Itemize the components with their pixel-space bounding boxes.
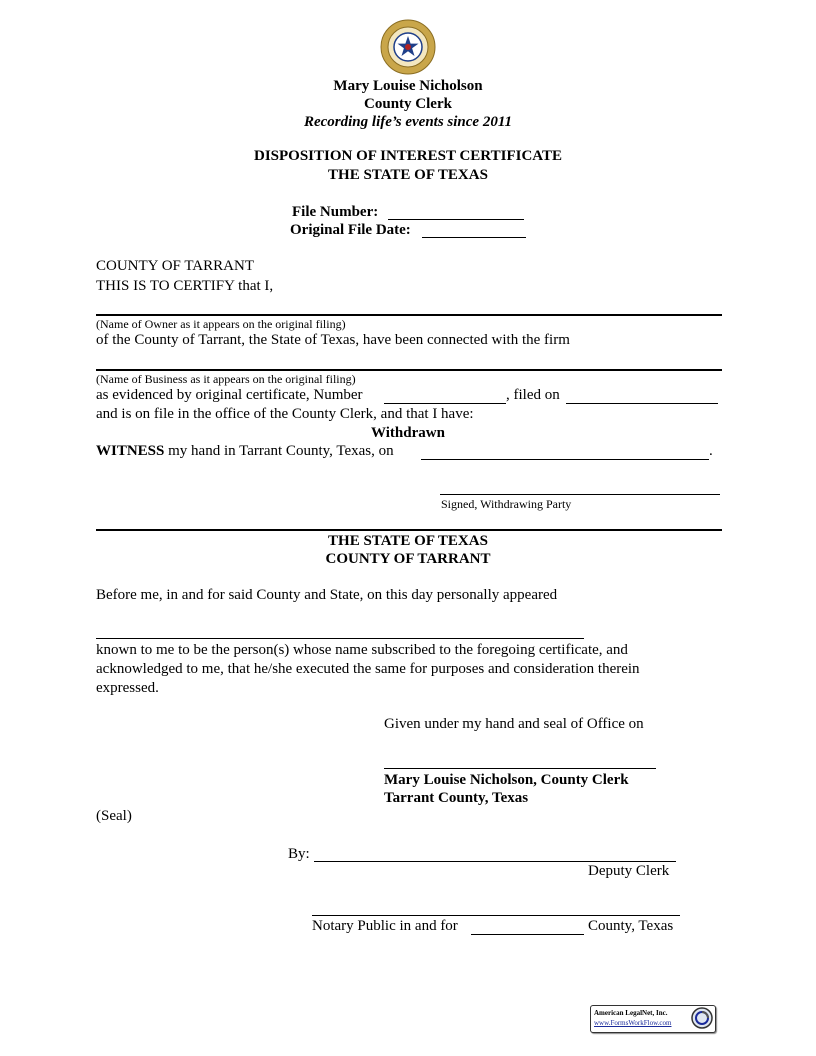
certify-line: THIS IS TO CERTIFY that I, xyxy=(96,278,274,294)
witness-text: my hand in Tarrant County, Texas, on xyxy=(168,443,394,459)
evidenced-text: as evidenced by original certificate, Number xyxy=(96,387,363,403)
section-divider xyxy=(96,529,722,531)
witness-period: . xyxy=(709,443,713,459)
clerk-signature-field[interactable] xyxy=(384,768,656,769)
clerk-title: County Clerk xyxy=(364,96,452,112)
known-text-1: known to me to be the person(s) whose name subscribed to the foregoing certificate, and xyxy=(96,642,628,658)
on-file-text: and is on file in the office of the County Clerk, and that I have: xyxy=(96,406,474,422)
clerk-name: Mary Louise Nicholson xyxy=(333,78,483,94)
filed-on-date-field[interactable] xyxy=(566,403,718,404)
american-legalnet-logo[interactable] xyxy=(590,1005,716,1033)
clerk-signature-name: Mary Louise Nicholson, County Clerk xyxy=(384,772,629,788)
signed-caption: Signed, Withdrawing Party xyxy=(441,497,572,511)
withdrawn-status: Withdrawn xyxy=(371,425,445,441)
known-text-2: acknowledged to me, that he/she executed the same for purposes and consideration therein xyxy=(96,661,640,677)
notary-prefix: Notary Public in and for xyxy=(312,918,458,934)
notary-county-field[interactable] xyxy=(471,934,584,935)
logo-company-name: American LegalNet, Inc. xyxy=(594,1009,668,1017)
seal-label: (Seal) xyxy=(96,808,132,824)
business-name-field[interactable] xyxy=(96,369,722,371)
appeared-name-field[interactable] xyxy=(96,638,584,639)
file-number-label: File Number: xyxy=(292,204,379,220)
county-seal-logo xyxy=(380,19,436,75)
clerk-signature-county: Tarrant County, Texas xyxy=(384,790,529,806)
owner-caption: (Name of Owner as it appears on the original filing) xyxy=(96,317,346,331)
witness-date-field[interactable] xyxy=(421,459,709,460)
witness-label: WITNESS xyxy=(96,443,165,459)
owner-name-field[interactable] xyxy=(96,314,722,316)
ack-state: THE STATE OF TEXAS xyxy=(328,533,488,549)
notary-suffix: County, Texas xyxy=(588,918,674,934)
filed-on-text: , filed on xyxy=(506,387,560,403)
document-title: DISPOSITION OF INTEREST CERTIFICATE xyxy=(253,148,563,164)
business-caption: (Name of Business as it appears on the original filing) xyxy=(96,372,356,386)
document-subtitle: THE STATE OF TEXAS xyxy=(328,167,488,183)
deputy-clerk-label: Deputy Clerk xyxy=(588,863,670,879)
connected-line: of the County of Tarrant, the State of Texas, have been connected with the firm xyxy=(96,332,570,348)
original-file-date-label: Original File Date: xyxy=(290,222,411,238)
given-text: Given under my hand and seal of Office on xyxy=(384,716,644,732)
ack-county: COUNTY OF TARRANT xyxy=(325,551,491,567)
known-text-3: expressed. xyxy=(96,680,159,696)
certificate-number-field[interactable] xyxy=(384,403,506,404)
logo-url-link[interactable]: www.FormsWorkFlow.com xyxy=(594,1019,672,1027)
notary-signature-field[interactable] xyxy=(312,915,680,916)
tagline: Recording life’s events since 2011 xyxy=(303,114,513,130)
withdrawing-party-signature-field[interactable] xyxy=(440,494,720,495)
deputy-signature-field[interactable] xyxy=(314,861,676,862)
before-me-text: Before me, in and for said County and State, on this day personally appeared xyxy=(96,587,558,603)
county-line: COUNTY OF TARRANT xyxy=(96,258,254,274)
by-label: By: xyxy=(288,846,310,862)
file-number-field[interactable] xyxy=(388,219,524,220)
globe-icon xyxy=(691,1007,713,1029)
original-file-date-field[interactable] xyxy=(422,237,526,238)
witness-line xyxy=(96,443,394,460)
